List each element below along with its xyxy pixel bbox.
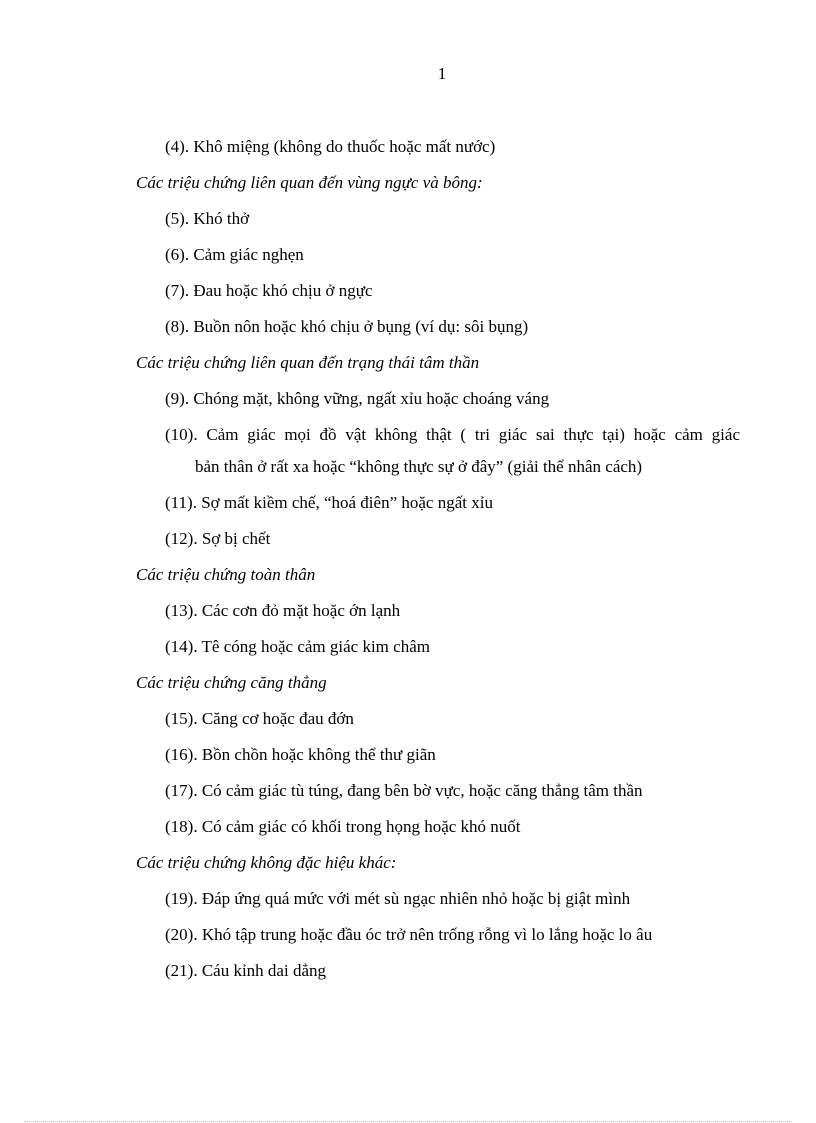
list-item: (5). Khó thở bbox=[165, 209, 250, 228]
list-item: (6). Cảm giác nghẹn bbox=[165, 245, 304, 264]
list-item: (18). Có cảm giác có khối trong họng hoặc khó nuốt bbox=[165, 817, 521, 836]
list-item-multiline bbox=[0, 423, 740, 479]
list-item: (13). Các cơn đỏ mặt hoặc ớn lạnh bbox=[165, 601, 401, 620]
list-item: (15). Căng cơ hoặc đau đớn bbox=[165, 709, 354, 728]
section-heading: Các triệu chứng liên quan đến trạng thái tâm thần bbox=[136, 353, 480, 372]
list-item: (4). Khô miệng (không do thuốc hoặc mất nước) bbox=[165, 137, 496, 156]
list-item-line-2: bản thân ở rất xa hoặc “không thực sự ở đây” (giải thể nhân cách) bbox=[195, 457, 643, 476]
page-bottom-divider bbox=[24, 1121, 792, 1122]
list-item: (16). Bồn chồn hoặc không thể thư giãn bbox=[165, 745, 436, 764]
section-heading: Các triệu chứng căng thẳng bbox=[136, 673, 327, 692]
section-heading: Các triệu chứng liên quan đến vùng ngực và bông: bbox=[136, 173, 483, 192]
list-item: (7). Đau hoặc khó chịu ở ngực bbox=[165, 281, 373, 300]
list-item: (11). Sợ mất kiềm chế, “hoá điên” hoặc ngất xỉu bbox=[165, 493, 493, 512]
section-heading: Các triệu chứng không đặc hiệu khác: bbox=[136, 853, 397, 872]
list-item: (12). Sợ bị chết bbox=[165, 529, 271, 548]
list-item: (8). Buồn nôn hoặc khó chịu ở bụng (ví dụ: sôi bụng) bbox=[165, 317, 529, 336]
list-item: (19). Đáp ứng quá mức với mét sù ngạc nhiên nhỏ hoặc bị giật mình bbox=[165, 889, 631, 908]
list-item: (14). Tê cóng hoặc cảm giác kim châm bbox=[165, 637, 430, 656]
list-item: (9). Chóng mặt, không vững, ngất xỉu hoặc choáng váng bbox=[165, 389, 550, 408]
list-item: (20). Khó tập trung hoặc đầu óc trở nên trống rỗng vì lo lắng hoặc lo âu bbox=[165, 925, 653, 944]
list-item: (21). Cáu kỉnh dai dẳng bbox=[165, 961, 326, 980]
document-body bbox=[0, 135, 816, 995]
section-heading: Các triệu chứng toàn thân bbox=[136, 565, 316, 584]
page-number: 1 bbox=[437, 64, 447, 83]
list-item-line-1: (10). Cảm giác mọi đồ vật không thật ( tri giác sai thực tại) hoặc cảm giác bbox=[165, 425, 740, 444]
list-item: (17). Có cảm giác tù túng, đang bên bờ vực, hoặc căng thẳng tâm thần bbox=[165, 781, 643, 800]
